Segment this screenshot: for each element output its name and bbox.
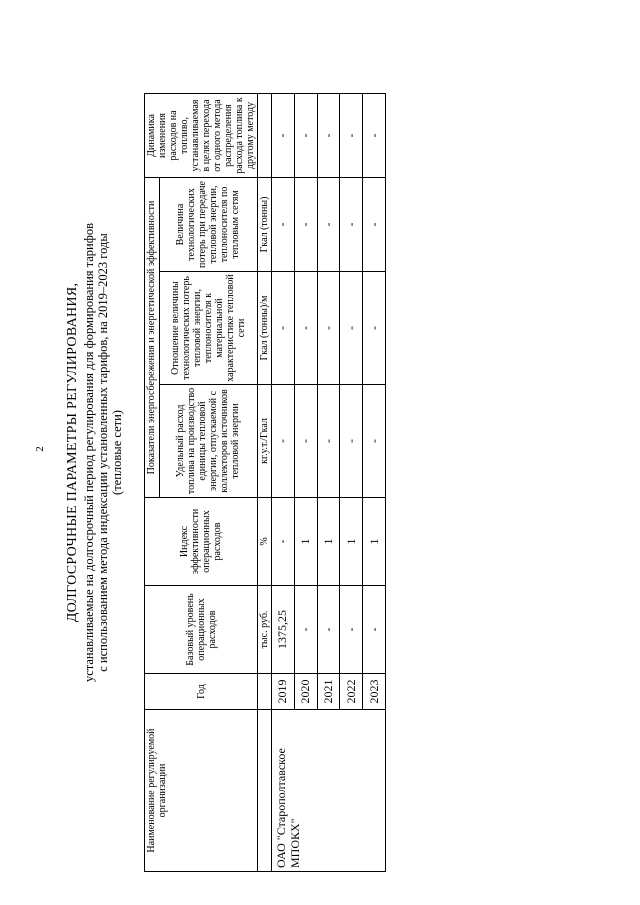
fuel-dynamics-cell: - bbox=[363, 94, 386, 178]
specific-fuel-cell: - bbox=[340, 385, 363, 498]
header-fuel-dynamics: Динамика изменения расходов на топливо, устанавливаемая в целях перехода от одного метода распределения расхода топлива к другому методу bbox=[145, 94, 258, 178]
unit-fuel-dynamics bbox=[258, 94, 272, 178]
fuel-dynamics-cell: - bbox=[317, 94, 340, 178]
tech-losses-cell: - bbox=[317, 178, 340, 272]
document-title: ДОЛГОСРОЧНЫЕ ПАРАМЕТРЫ РЕГУЛИРОВАНИЯ, bbox=[65, 282, 80, 623]
fuel-dynamics-cell: - bbox=[340, 94, 363, 178]
year-cell: 2020 bbox=[294, 674, 317, 710]
unit-loss-ratio: Гкал (тонны)/м bbox=[258, 272, 272, 385]
header-org-name: Наименование регулируемой организации bbox=[145, 710, 258, 872]
year-cell: 2021 bbox=[317, 674, 340, 710]
efficiency-index-cell: 1 bbox=[294, 498, 317, 586]
fuel-dynamics-cell: - bbox=[294, 94, 317, 178]
year-cell: 2022 bbox=[340, 674, 363, 710]
unit-specific-fuel: кг.у.т./Гкал bbox=[258, 385, 272, 498]
parameters-table bbox=[144, 93, 386, 872]
unit-base-level: тыс. руб. bbox=[258, 586, 272, 674]
specific-fuel-cell: - bbox=[363, 385, 386, 498]
org-name-cell: ОАО "Старополтавское МПОКХ" bbox=[272, 710, 386, 872]
efficiency-index-cell: 1 bbox=[317, 498, 340, 586]
year-cell: 2023 bbox=[363, 674, 386, 710]
base-level-cell: - bbox=[317, 586, 340, 674]
specific-fuel-cell: - bbox=[294, 385, 317, 498]
header-efficiency-index: Индекс эффективности операционных расходов bbox=[145, 498, 258, 586]
tech-losses-cell: - bbox=[340, 178, 363, 272]
efficiency-index-cell: 1 bbox=[363, 498, 386, 586]
loss-ratio-cell: - bbox=[340, 272, 363, 385]
base-level-cell: - bbox=[340, 586, 363, 674]
subtitle-line-1: устанавливаемые на долгосрочный период регулирования для формирования тарифов bbox=[82, 222, 96, 683]
loss-ratio-cell: - bbox=[363, 272, 386, 385]
year-cell: 2019 bbox=[272, 674, 295, 710]
unit-efficiency-index: % bbox=[258, 498, 272, 586]
loss-ratio-cell: - bbox=[272, 272, 295, 385]
header-tech-losses: Величина технологических потерь при передаче тепловой энергии, теплоносителя по тепловым сетям bbox=[159, 178, 257, 272]
unit-tech-losses: Гкал (тонны) bbox=[258, 178, 272, 272]
loss-ratio-cell: - bbox=[317, 272, 340, 385]
loss-ratio-cell: - bbox=[294, 272, 317, 385]
specific-fuel-cell: - bbox=[317, 385, 340, 498]
tech-losses-cell: - bbox=[363, 178, 386, 272]
tech-losses-cell: - bbox=[272, 178, 295, 272]
unit-org-empty bbox=[258, 710, 272, 872]
subtitle-line-3: (тепловые сети) bbox=[110, 410, 124, 495]
header-specific-fuel: Удельный расход топлива на производство единицы тепловой энергии, отпускаемой с коллекторов источников тепловой энергии bbox=[159, 385, 257, 498]
header-energy-group: Показатели энергосбережения и энергетической эффективности bbox=[145, 178, 160, 498]
table-row bbox=[272, 94, 295, 872]
unit-year-empty bbox=[258, 674, 272, 710]
subtitle-line-2: с использованием метода индексации установленных тарифов, на 2019–2023 годы bbox=[96, 233, 110, 672]
base-level-cell: - bbox=[294, 586, 317, 674]
base-level-cell: - bbox=[363, 586, 386, 674]
fuel-dynamics-cell: - bbox=[272, 94, 295, 178]
header-year: Год bbox=[145, 674, 258, 710]
page-number: 2 bbox=[34, 446, 46, 452]
efficiency-index-cell: 1 bbox=[340, 498, 363, 586]
base-level-cell: 1375,25 bbox=[272, 586, 295, 674]
specific-fuel-cell: - bbox=[272, 385, 295, 498]
header-base-level: Базовый уровень операционных расходов bbox=[145, 586, 258, 674]
header-loss-ratio: Отношение величины технологических потерь тепловой энергии, теплоносителя к материальной характеристике тепловой сети bbox=[159, 272, 257, 385]
tech-losses-cell: - bbox=[294, 178, 317, 272]
efficiency-index-cell: - bbox=[272, 498, 295, 586]
